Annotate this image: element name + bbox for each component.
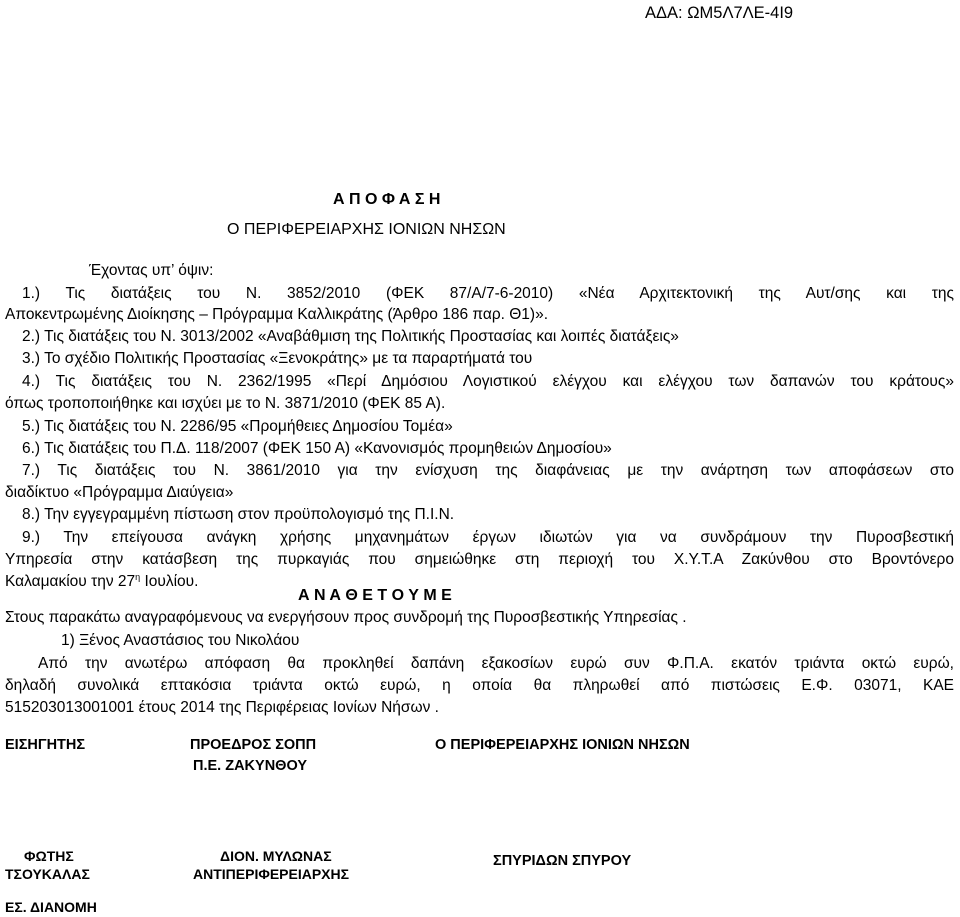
consideration-9-line2: Υπηρεσία στην κατάσβεση της πυρκαγιάς που σημειώθηκε στη περιοχή του Χ.Υ.Τ.Α Ζακύνθου στο Βροντόνερο	[5, 551, 954, 568]
consideration-3: 3.) Το σχέδιο Πολιτικής Προστασίας «Ξενοκράτης» με τα παραρτήματά του	[22, 350, 533, 367]
contractor-name: 1) Ξένος Αναστάσιος του Νικολάου	[61, 632, 300, 649]
consideration-4-line1: 4.) Τις διατάξεις του Ν. 2362/1995 «Περί Δημόσιου Λογιστικού ελέγχου και ελέγχου των δαπανών του κράτους»	[22, 373, 954, 390]
resolution-intro: Στους παρακάτω αναγραφόμενους να ενεργήσουν προς συνδρομή της Πυροσβεστικής Υπηρεσίας .	[5, 609, 687, 626]
consideration-1-line2: Αποκεντρωμένης Διοίκησης – Πρόγραμμα Καλλικράτης (Άρθρο 186 παρ. Θ1)».	[5, 306, 549, 323]
consideration-4-line2: όπως τροποποιήθηκε και ισχύει με το Ν. 3871/2010 (ΦΕΚ 85 Α).	[5, 395, 446, 412]
considerations-intro: Έχοντας υπ’ όψιν:	[89, 262, 214, 279]
consideration-9-line1: 9.) Την επείγουσα ανάγκη χρήσης μηχανημάτων έργων ιδιωτών για να συνδράμουν την Πυροσβεστική	[22, 529, 954, 546]
consideration-9-date: Καλαμακίου την 27	[5, 573, 136, 590]
consideration-9-line3	[5, 573, 198, 591]
decision-title: Α Π Ο Φ Α Σ Η	[333, 191, 441, 208]
name-president-line1: ΔΙΟΝ. ΜΥΛΩΝΑΣ	[220, 848, 332, 864]
consideration-8: 8.) Την εγγεγραμμένη πίστωση στον προϋπολογισμό της Π.Ι.Ν.	[22, 506, 455, 523]
role-rapporteur: ΕΙΣΗΓΗΤΗΣ	[5, 737, 86, 753]
expense-line3: 515203013001001 έτους 2014 της Περιφέρειας Ιονίων Νήσων .	[5, 699, 439, 716]
role-president-line2: Π.Ε. ΖΑΚΥΝΘΟΥ	[193, 758, 307, 774]
ada-header: ΑΔΑ: ΩΜ5Λ7ΛΕ-4Ι9	[645, 4, 794, 22]
ordinal-suffix: η	[135, 571, 141, 582]
consideration-1-line1: 1.) Τις διατάξεις του Ν. 3852/2010 (ΦΕΚ 87/Α/7-6-2010) «Νέα Αρχιτεκτονική της Αυτ/σης και της	[22, 285, 954, 302]
consideration-2: 2.) Τις διατάξεις του Ν. 3013/2002 «Αναβάθμιση της Πολιτικής Προστασίας και λοιπές διατάξεις»	[22, 328, 679, 345]
consideration-5: 5.) Τις διατάξεις του Ν. 2286/95 «Προμήθειες Δημοσίου Τομέα»	[22, 418, 453, 435]
consideration-6: 6.) Τις διατάξεις του Π.Δ. 118/2007 (ΦΕΚ 150 Α) «Κανονισμός προμηθειών Δημοσίου»	[22, 440, 612, 457]
consideration-7-line2: διαδίκτυο «Πρόγραμμα Διαύγεια»	[5, 484, 234, 501]
role-president-line1: ΠΡΟΕΔΡΟΣ ΣΟΠΠ	[190, 737, 317, 753]
authority-title: Ο ΠΕΡΙΦΕΡΕΙΑΡΧΗΣ ΙΟΝΙΩΝ ΝΗΣΩΝ	[227, 221, 506, 238]
name-rapporteur-line1: ΦΩΤΗΣ	[24, 848, 74, 864]
name-governor: ΣΠΥΡΙΔΩΝ ΣΠΥΡΟΥ	[493, 853, 632, 869]
expense-line2: δηλαδή συνολικά επτακόσια τριάντα οκτώ ευρώ, η οποία θα πληρωθεί από πιστώσεις Ε.Φ. 03071, ΚΑΕ	[5, 677, 954, 694]
internal-distribution: ΕΣ. ΔΙΑΝΟΜΗ	[5, 899, 97, 915]
consideration-9-month: Ιουλίου.	[140, 573, 199, 590]
consideration-7-line1: 7.) Τις διατάξεις του Ν. 3861/2010 για την ενίσχυση της διαφάνειας με την ανάρτηση των αποφάσεων στο	[22, 462, 954, 479]
expense-line1: Από την ανωτέρω απόφαση θα προκληθεί δαπάνη εξακοσίων ευρώ συν Φ.Π.Α. εκατόν τριάντα οκτώ ευρώ,	[38, 655, 954, 672]
role-regional-governor: Ο ΠΕΡΙΦΕΡΕΙΑΡΧΗΣ ΙΟΝΙΩΝ ΝΗΣΩΝ	[435, 737, 690, 753]
resolution-title: Α Ν Α Θ Ε Τ Ο Υ Μ Ε	[298, 587, 452, 604]
name-president-line2: ΑΝΤΙΠΕΡΙΦΕΡΕΙΑΡΧΗΣ	[193, 866, 350, 882]
name-rapporteur-line2: ΤΣΟΥΚΑΛΑΣ	[5, 866, 90, 882]
